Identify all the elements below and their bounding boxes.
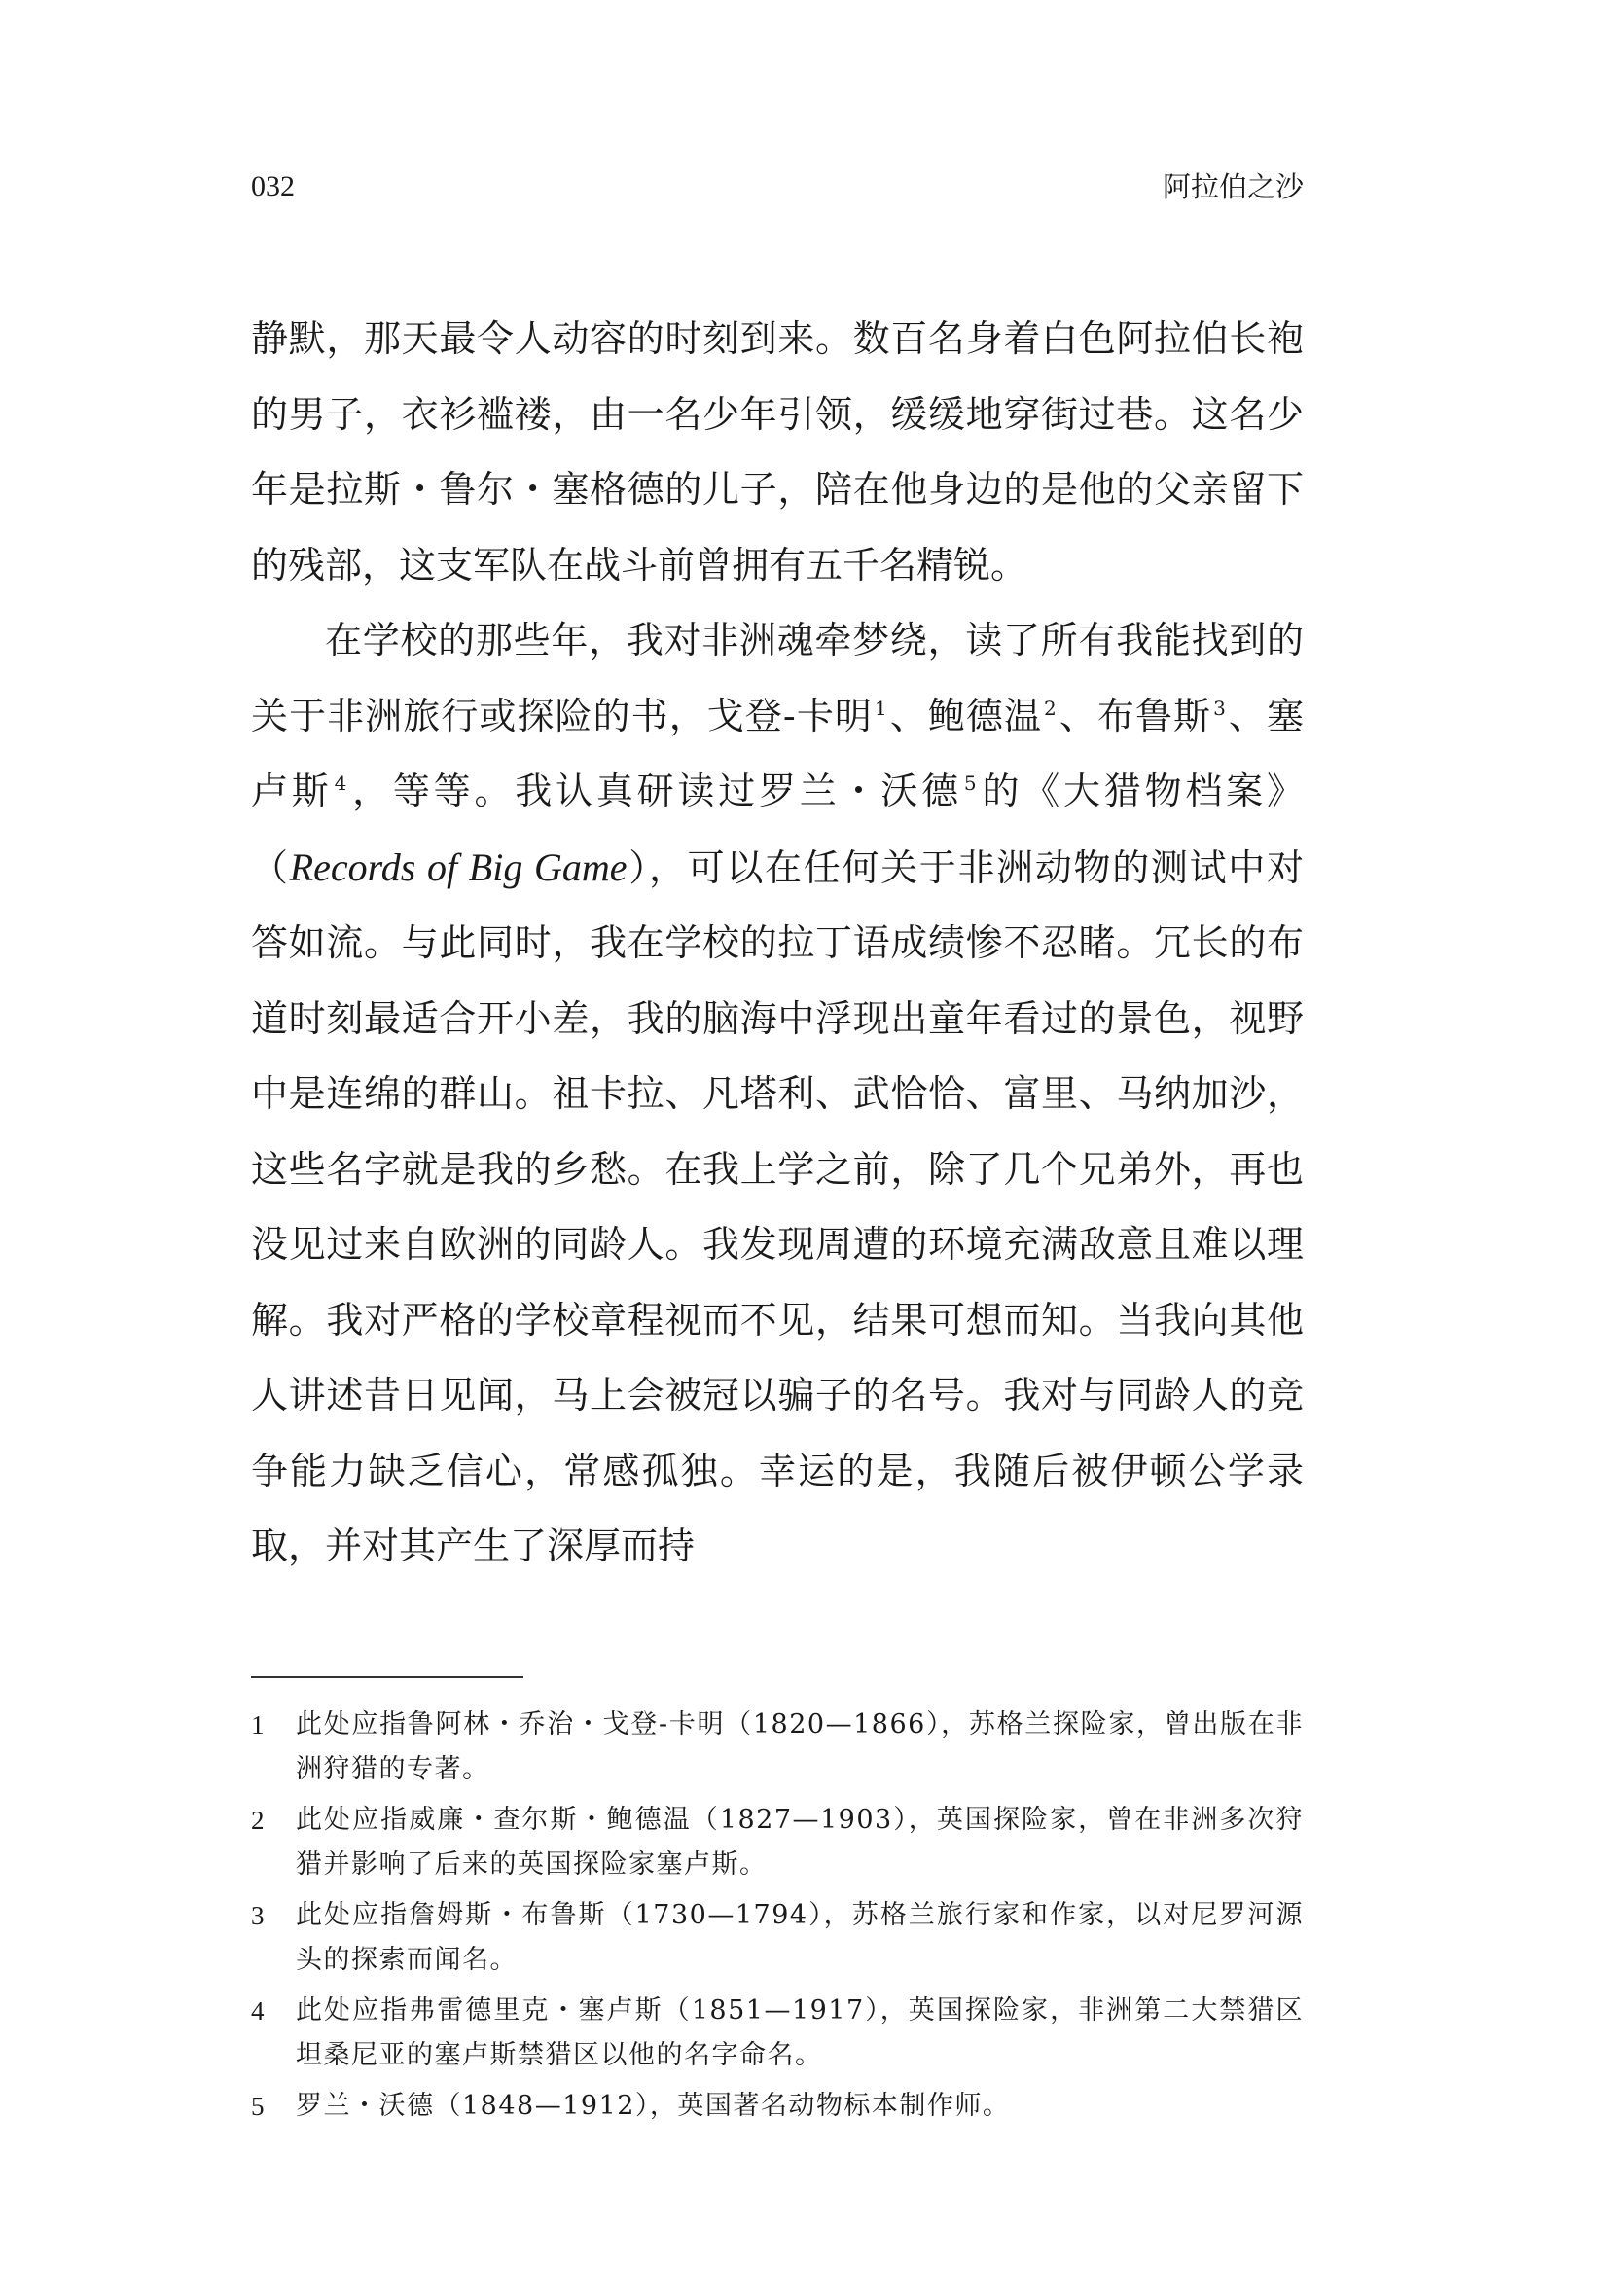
footnote-number: 5 [251, 2092, 266, 2121]
footnote [251, 1893, 1304, 1983]
footnote-number: 2 [251, 1806, 266, 1835]
footnote-divider [251, 1676, 523, 1678]
footnote [251, 1798, 1304, 1887]
footnote-ref-1[interactable]: 1 [874, 696, 887, 720]
paragraph-2-text: ），可以在任何关于非洲动物的测试中对答如流。与此同时，我在学校的拉丁语成绩惨不忍睹。冗长的布道时刻最适合开小差，我的脑海中浮现出童年看过的景色，视野中是连绵的群山。祖卡拉、凡塔利、武恰恰、富里、马纳加沙，这些名字就是我的乡愁。在我上学之前，除了几个兄弟外，再也没见过来自欧洲的同龄人。我发现周遭的环境充满敌意且难以理解。我对严格的学校章程视而不见，结果可想而知。当我向其他人讲述昔日见闻，马上会被冠以骗子的名号。我对与同龄人的竞争能力缺乏信心，常感孤独。幸运的是，我随后被伊顿公学录取，并对其产生了深厚而持 [251, 845, 1304, 1567]
paragraph-2-text: 在学校的那些年，我对非洲魂牵梦绕，读了所有我能找到的关于非洲旅行或探险的书，戈登-卡明 [251, 619, 1304, 737]
paragraph-2-text: ，等等。我认真研读过罗兰・沃德 [348, 770, 962, 812]
footnote-number: 1 [251, 1710, 266, 1740]
footnote [251, 2084, 1304, 2129]
page-number: 032 [251, 170, 295, 202]
footnote-ref-5[interactable]: 5 [963, 771, 977, 795]
footnote-number: 3 [251, 1901, 266, 1930]
footnote-text: 此处应指威廉・查尔斯・鲍德温（1827—1903），英国探险家，曾在非洲多次狩猎并影响了后来的英国探险家塞卢斯。 [296, 1805, 1304, 1880]
footnote-text: 此处应指鲁阿林・乔治・戈登-卡明（1820—1866），苏格兰探险家，曾出版在非洲狩猎的专著。 [296, 1709, 1304, 1784]
paragraph-2-text: 的《大猎物档案》（ [251, 770, 1304, 889]
footnote-text: 罗兰・沃德（1848—1912），英国著名动物标本制作师。 [296, 2091, 1011, 2121]
running-head [251, 165, 1304, 208]
footnote-ref-2[interactable]: 2 [1044, 696, 1057, 720]
paragraph-2 [251, 603, 1304, 1585]
paragraph-1: 静默，那天最令人动容的时刻到来。数百名身着白色阿拉伯长袍的男子，衣衫褴褛，由一名少年引领，缓缓地穿街过巷。这名少年是拉斯・鲁尔・塞格德的儿子，陪在他身边的是他的父亲留下的残部，这支军队在战斗前曾拥有五千名精锐。 [251, 317, 1304, 587]
footnote [251, 1703, 1304, 1792]
body-text [251, 302, 1304, 1585]
footnote-text: 此处应指弗雷德里克・塞卢斯（1851—1917），英国探险家，非洲第二大禁猎区坦桑尼亚的塞卢斯禁猎区以他的名字命名。 [296, 1995, 1304, 2070]
book-title: 阿拉伯之沙 [1162, 170, 1304, 203]
book-title-italic: Records of Big Game [289, 844, 628, 889]
footnote-ref-4[interactable]: 4 [334, 771, 347, 795]
footnote-ref-3[interactable]: 3 [1213, 696, 1226, 720]
footnote-text: 此处应指詹姆斯・布鲁斯（1730—1794），苏格兰旅行家和作家，以对尼罗河源头的探索而闻名。 [296, 1900, 1304, 1975]
paragraph-2-text: 、布鲁斯 [1058, 694, 1212, 737]
footnote-number: 4 [251, 1996, 266, 2026]
paragraph-2-text: 、鲍德温 [888, 694, 1043, 737]
footnote [251, 1989, 1304, 2078]
footnotes [251, 1703, 1304, 2135]
paragraph-2-text: 、塞卢斯 [251, 694, 1304, 812]
